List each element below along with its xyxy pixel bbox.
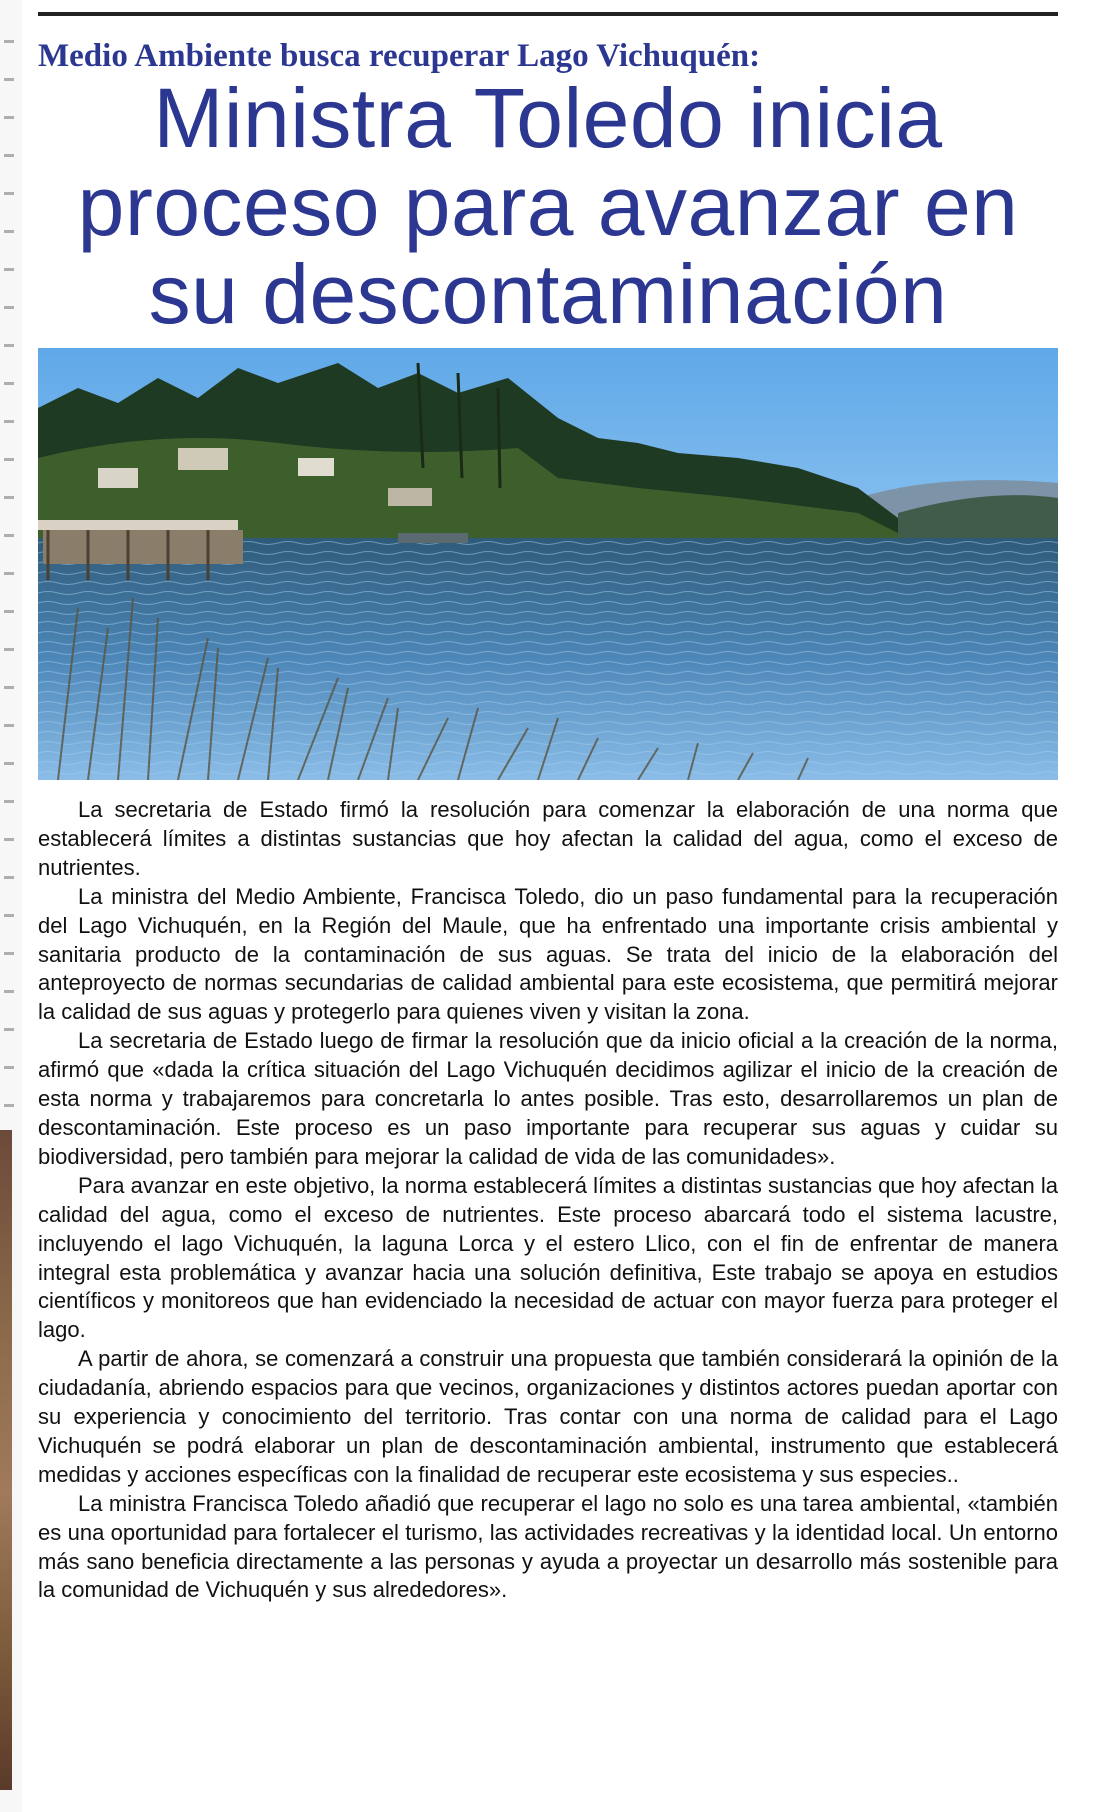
article-paragraph: La secretaria de Estado luego de firmar la resolución que da inicio oficial a la creación de la norma, afirmó que «dada la crítica situación del Lago Vichuquén decidimos agilizar el inicio de la creación de esta norma y trabajaremos para concretarla lo antes posible. Tras esto, desarrollaremos un plan de descontaminación. Este proceso es un paso importante para recuperar sus aguas y cuidar su biodiversidad, pero también para mejorar la calidad de vida de las comunidades». [38,1028,1058,1169]
adjacent-page-strip [0,0,22,1812]
article-body [38,796,1058,1605]
article-paragraph: La secretaria de Estado firmó la resolución para comenzar la elaboración de una norma que establecerá límites a distintas sustancias que hoy afectan la calidad del agua, como el exceso de nutrientes. [38,797,1058,880]
article-kicker: Medio Ambiente busca recuperar Lago Vichuquén: [38,38,761,74]
article-paragraph: La ministra del Medio Ambiente, Francisca Toledo, dio un paso fundamental para la recuperación del Lago Vichuquén, en la Región del Maule, que ha enfrentado una importante crisis ambiental y sanitaria producto de la contaminación de sus aguas. Se trata del inicio de la elaboración del anteproyecto de normas secundarias de calidad ambiental para este ecosistema, que permitirá mejorar la calidad de sus aguas y protegerlo para quienes viven y visitan la zona. [38,883,1058,1025]
adjacent-photo-fragment [0,1130,12,1790]
article-headline: Ministra Toledo inicia proceso para avanzar en su descontaminación [77,71,1019,341]
lake-photo [38,348,1058,780]
adjacent-column-text-fragments [4,40,14,1140]
article-paragraph: A partir de ahora, se comenzará a construir una propuesta que también considerará la opinión de la ciudadanía, abriendo espacios para que vecinos, organizaciones y distintos actores puedan aportar con su experiencia y conocimiento del territorio. Tras contar con una norma de calidad para el Lago Vichuquén se podrá elaborar un plan de descontaminación ambiental, instrumento que establecerá medidas y acciones específicas con la finalidad de recuperar este ecosistema y sus especies.. [38,1346,1058,1487]
lake-photo-icon [38,348,1058,780]
top-rule [38,12,1058,16]
article-paragraph: Para avanzar en este objetivo, la norma establecerá límites a distintas sustancias que hoy afectan la calidad del agua, como el exceso de nutrientes. Este proceso abarcará todo el sistema lacustre, incluyendo el lago Vichuquén, la laguna Lorca y el estero Llico, con el fin de enfrentar de manera integral esta problemática y avanzar hacia una solución definitiva, Este trabajo se apoya en estudios científicos y monitoreos que han evidenciado la necesidad de actuar con mayor fuerza para proteger el lago. [38,1172,1058,1343]
article-paragraph: La ministra Francisca Toledo añadió que recuperar el lago no solo es una tarea ambiental, «también es una oportunidad para fortalecer el turismo, las actividades recreativas y la identidad local. Un entorno más sano beneficia directamente a las personas y ayuda a proyectar un desarrollo más sostenible para la comunidad de Vichuquén y sus alrededores». [38,1490,1058,1603]
